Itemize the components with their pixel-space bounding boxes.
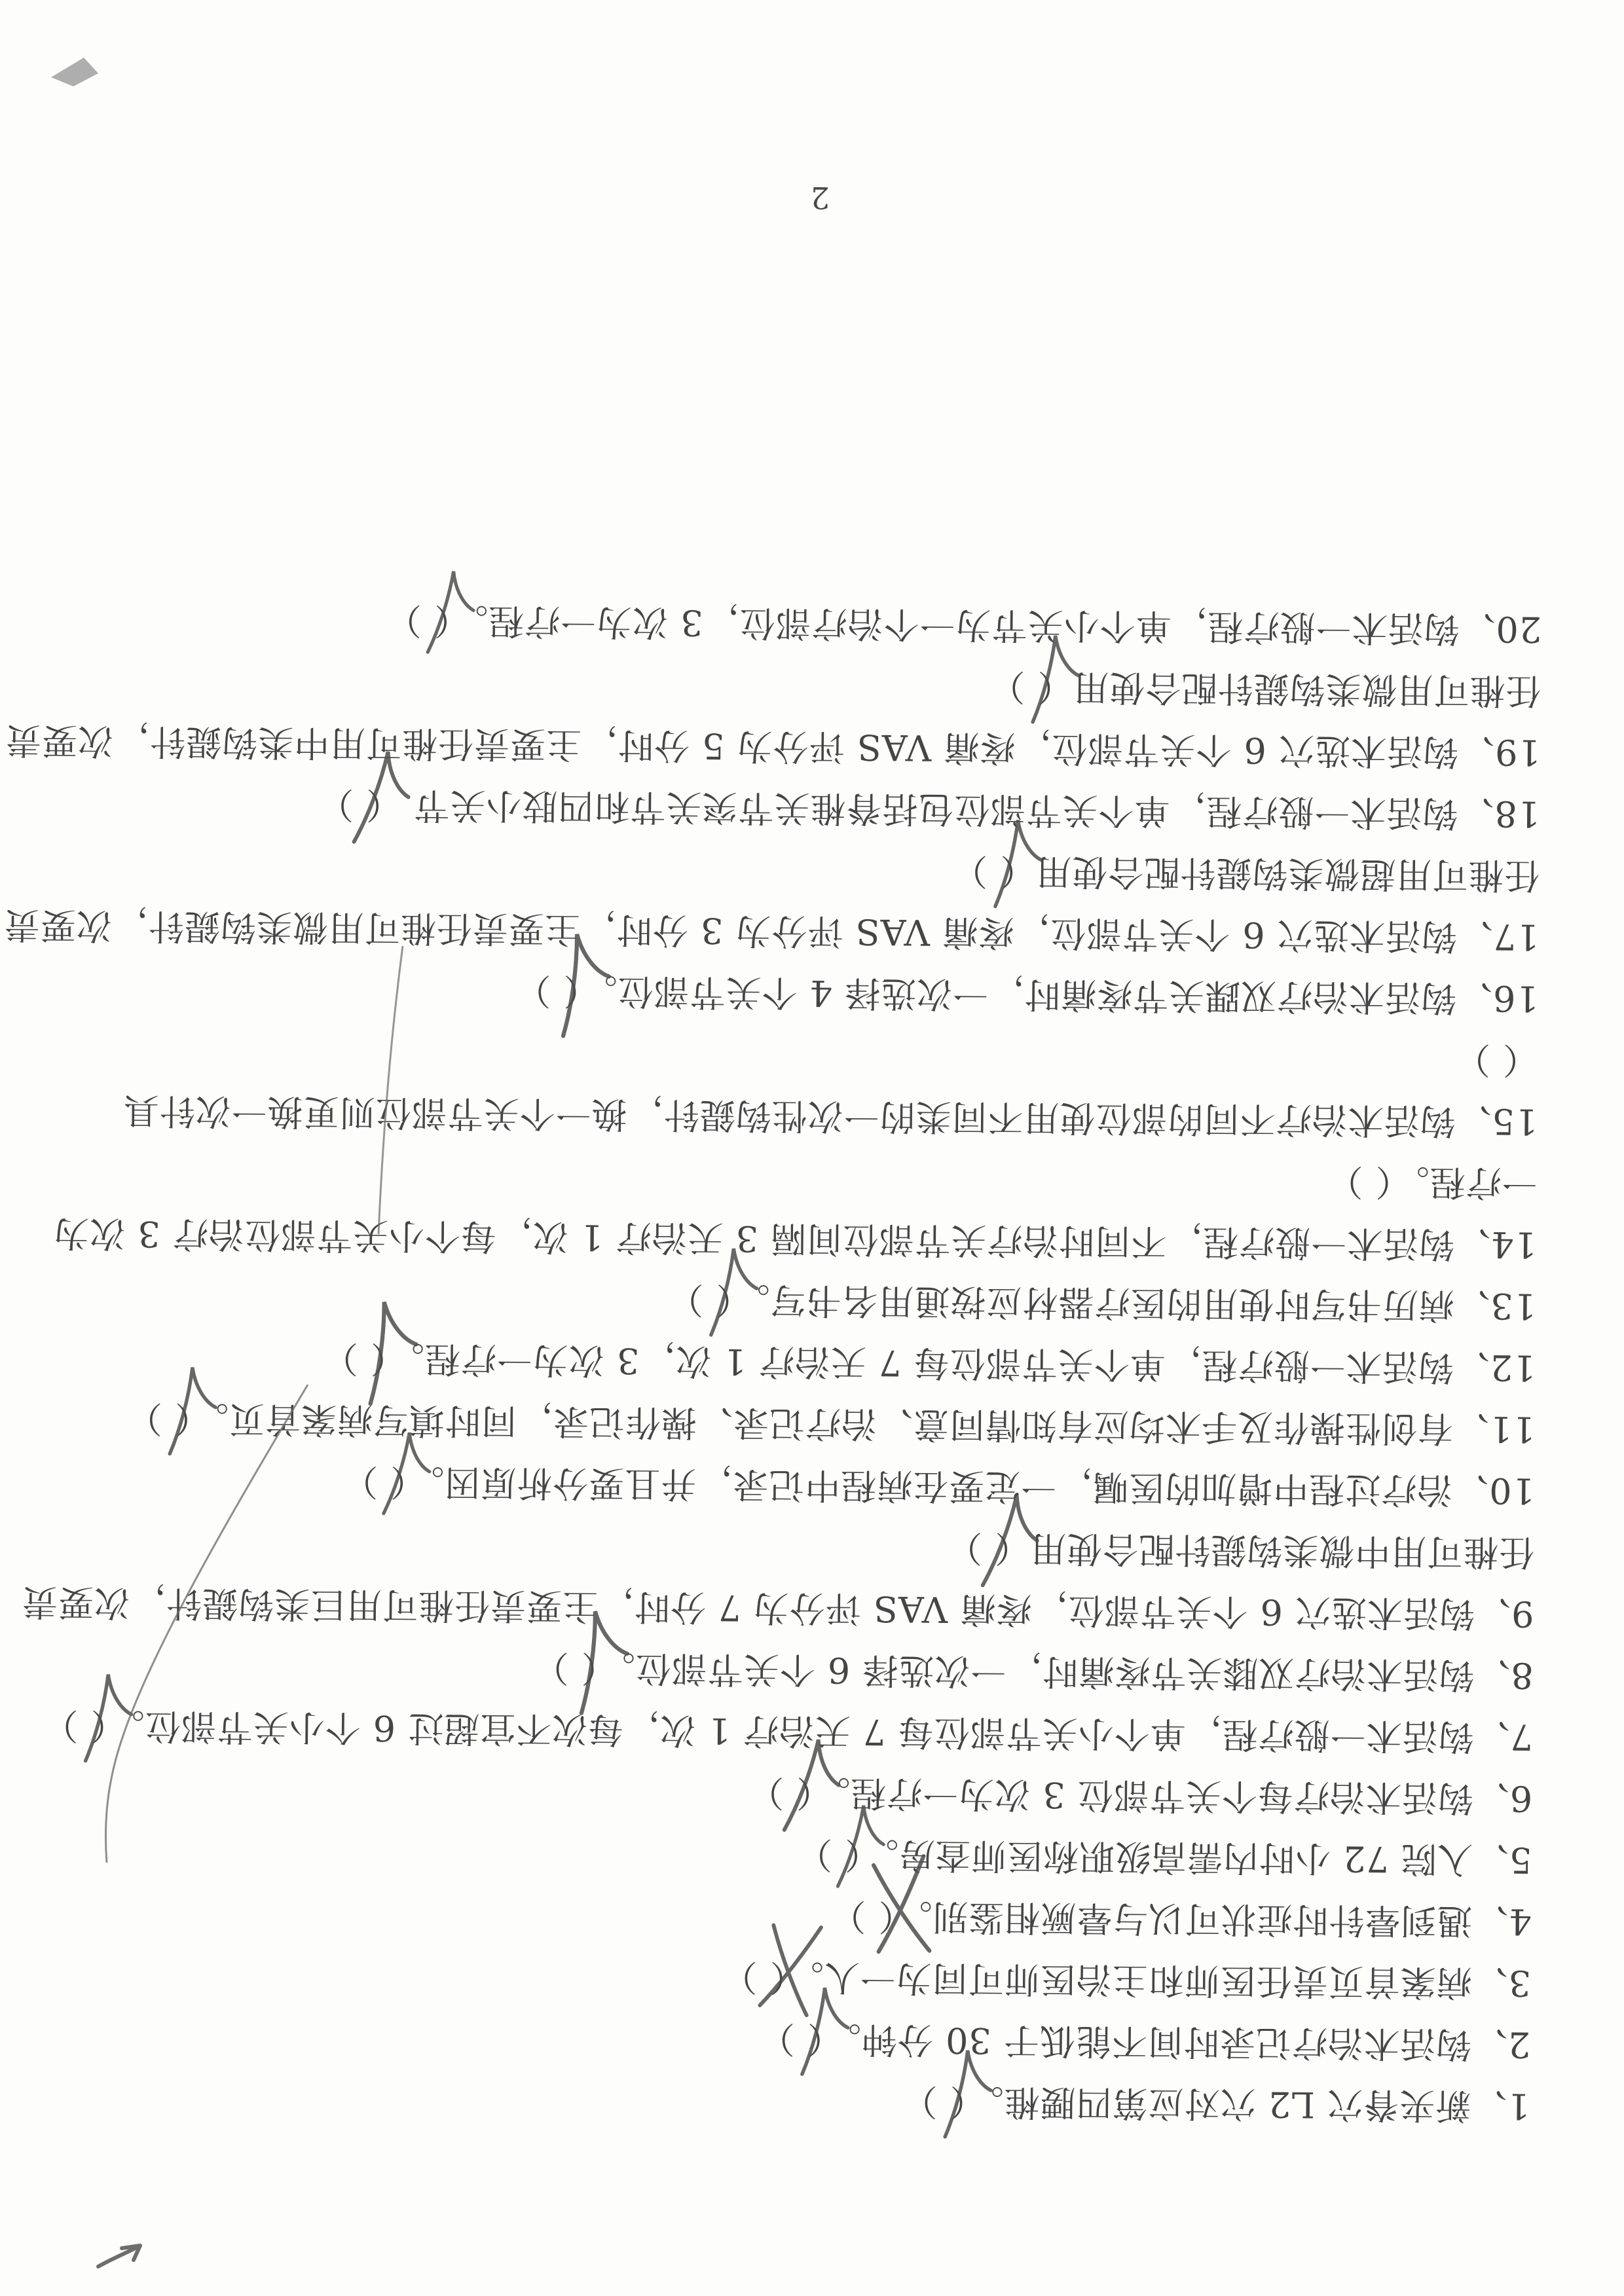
quiz-item-text: 13、病历书写时使用的医疗器材应按通用名书写。（ ） [667, 1279, 1537, 1327]
quiz-item-text: 任椎可用微类钩鍉针配合使用（ ） [989, 666, 1541, 712]
quiz-item-line [87, 1325, 1536, 1398]
quiz-item-line [92, 648, 1541, 721]
quiz-item-text: 10、治疗过程中增加的医嘱，一定要在病程中记录，并且要分析原因。（ ） [341, 1461, 1536, 1512]
quiz-item-text: 1、新夹脊穴 L2 穴对应第四腰椎。（ ） [901, 2081, 1530, 2127]
quiz-item-line [52, 1202, 1538, 1275]
handwritten-check-icon [784, 1737, 843, 1835]
quiz-item-line [84, 1633, 1534, 1705]
quiz-item-6 [84, 1756, 1533, 1829]
quiz-item-13 [88, 1264, 1537, 1336]
handwritten-cross-icon [760, 1922, 821, 2016]
handwritten-check-icon [428, 570, 475, 655]
quiz-item-line [88, 1140, 1538, 1213]
page-number: 2 [809, 179, 830, 216]
quiz-item-line [3, 894, 1540, 967]
quiz-item-11 [86, 1387, 1536, 1459]
handwritten-check-icon [995, 820, 1041, 907]
true-false-question-list [3, 587, 1542, 2136]
quiz-item-12 [87, 1325, 1536, 1398]
handwritten-check-icon [170, 1367, 215, 1454]
quiz-item-text: 18、钩活术一般疗程，单个关节部位包括脊椎关节突关节和四肢小关节 （ ） [317, 784, 1541, 835]
handwritten-check-icon [384, 1431, 432, 1516]
quiz-item-line [86, 1510, 1535, 1582]
quiz-item-text: 2、钩活术治疗记录时间不能低于 30 分钟。（ ） [758, 2018, 1531, 2066]
handwritten-check-icon [360, 1299, 423, 1404]
handwritten-check-icon [945, 2050, 991, 2138]
handwritten-check-icon [570, 1609, 633, 1713]
quiz-item-text: 14、钩活术一般疗程，不同时治疗关节部位间隔 3 天治疗 1 次，每个小关节部位治疗 3 次为 [52, 1212, 1538, 1266]
quiz-item-line [92, 771, 1541, 844]
quiz-item-line [90, 956, 1540, 1029]
quiz-item-9 [21, 1510, 1535, 1644]
quiz-item-text: 4、遇到晕针时症状可以与晕厥相鉴别。（ ） [830, 1895, 1532, 1942]
quiz-item-text: 11、有创性操作及手术均应有知情同意、治疗记录、操作记录，同时填写病案首页。（ ） [126, 1397, 1536, 1450]
quiz-item-14 [52, 1140, 1538, 1275]
handwritten-check-icon [86, 1674, 132, 1761]
handwritten-check-icon [552, 931, 616, 1036]
quiz-item-3 [83, 1941, 1532, 2013]
quiz-item-text: 9、钩活术选穴 6 个关节部位，疼痛 VAS 评分为 7 分时，主要责任椎可用巨类钩鍉针，次要责 [21, 1581, 1534, 1635]
quiz-item-17 [3, 833, 1540, 967]
quiz-item-10 [86, 1448, 1536, 1521]
quiz-item-text: 15、钩活术治疗不同的部位使用不同类的一次性钩鍉针，换一个关节部位则更换一次针具 [122, 1089, 1538, 1142]
quiz-item-8 [84, 1633, 1534, 1705]
quiz-item-text: 17、钩活术选穴 6 个关节部位，疼痛 VAS 评分为 3 分时，主要责任椎可用微类钩鍉针，次要责 [3, 904, 1540, 958]
quiz-item-16 [90, 956, 1540, 1029]
quiz-item-line [88, 1264, 1537, 1336]
quiz-item-20 [93, 587, 1542, 659]
quiz-item-text: 16、钩活术治疗双踝关节疼痛时，一次选择 4 个关节部位。（ ） [515, 970, 1540, 1019]
quiz-item-text: 7、钩活术一般疗程，单个小关节部位每 7 天治疗 1 次，每次不宜超过 6 个小关节部位。（ ） [42, 1704, 1534, 1758]
quiz-item-line [89, 1079, 1538, 1152]
quiz-item-text: 8、钩活术治疗双膝关节疼痛时，一次选择 6 个关节部位。（ ） [532, 1647, 1534, 1696]
quiz-item-line [21, 1571, 1534, 1644]
quiz-item-18 [92, 771, 1541, 844]
handwritten-check-icon [1033, 636, 1079, 723]
quiz-item-text: 3、病案首页责任医师和主治医师可同为一人。（ ） [721, 1956, 1532, 2004]
quiz-item-text: 6、钩活术治疗每个关节部位 3 次为一疗程。（ ） [747, 1772, 1533, 1819]
quiz-item-text: 5、入院 72 小时内需高级职称医师查房。（ ） [796, 1833, 1532, 1881]
quiz-item-text: 任椎可用中微类钩鍉针配合使用（ ） [946, 1527, 1535, 1573]
quiz-item-text: 19、钩活术选穴 6 个关节部位，疼痛 VAS 评分为 5 分时，主要责任椎可用中类钩鍉针，次要责 [5, 720, 1541, 773]
quiz-item-line [5, 710, 1541, 782]
quiz-item-line [91, 833, 1540, 905]
quiz-item-19 [5, 648, 1541, 782]
quiz-item-line [90, 1017, 1539, 1090]
quiz-item-line [84, 1756, 1533, 1829]
quiz-item-line [93, 587, 1542, 659]
quiz-item-text: 任椎可用超微类钩鍉针配合使用（ ） [951, 850, 1540, 896]
handwritten-check-icon [982, 1493, 1041, 1591]
quiz-item-line [86, 1448, 1536, 1521]
quiz-item-text: 20、钩活术一般疗程，单个小关节为一个治疗部位，3 次为一疗程。（ ） [385, 599, 1542, 650]
quiz-item-line [86, 1387, 1536, 1459]
handwritten-check-icon [711, 1248, 757, 1336]
quiz-item-15 [89, 1017, 1538, 1152]
quiz-item-text: （ ） [1454, 1038, 1539, 1081]
quiz-item-line [83, 1941, 1532, 2013]
quiz-item-text: 12、钩活术一般疗程，单个关节部位每 7 天治疗 1 次，3 次为一疗程。（ ） [322, 1338, 1536, 1389]
handwritten-check-icon [354, 749, 413, 847]
quiz-item-text: 一疗程。（ ） [1327, 1161, 1538, 1204]
